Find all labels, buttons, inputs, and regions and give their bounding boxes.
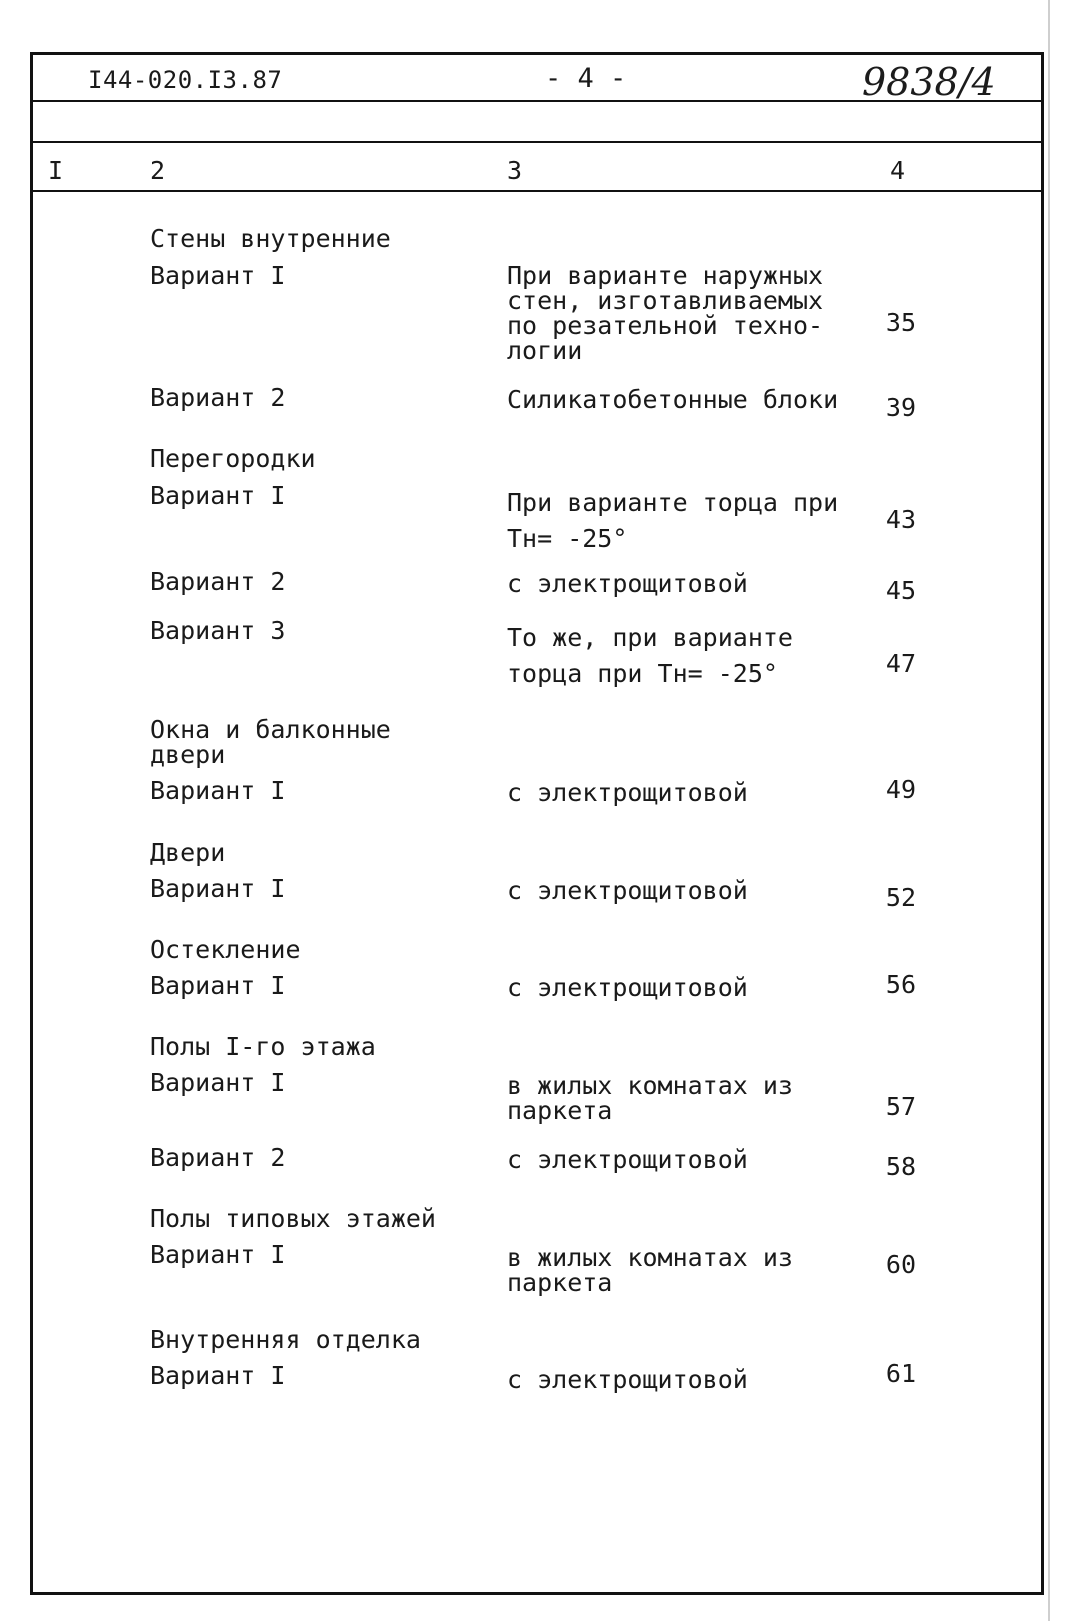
page-ref: 57 <box>885 1092 916 1121</box>
variant-description: Силикатобетонные блоки <box>507 385 839 414</box>
section-title: Двери <box>150 838 226 867</box>
document-code: I44-020.I3.87 <box>88 66 283 94</box>
handwritten-number: 9838/4 <box>862 60 996 104</box>
variant-label: Вариант I <box>150 776 286 805</box>
page-ref: 39 <box>885 393 916 422</box>
variant-label: Вариант 2 <box>150 383 286 412</box>
table-top-rule <box>30 141 1044 143</box>
variant-label: Вариант I <box>150 874 286 903</box>
page-ref: 60 <box>885 1250 916 1279</box>
page-ref: 45 <box>885 576 916 605</box>
page-ref: 52 <box>885 883 916 912</box>
variant-label: Вариант I <box>150 971 286 1000</box>
page-ref: 49 <box>885 775 916 804</box>
column-header-4: 4 <box>890 156 906 185</box>
variant-label: Вариант I <box>150 1240 286 1269</box>
variant-description: с электрощитовой <box>507 778 748 807</box>
variant-description: с электрощитовой <box>507 1365 748 1394</box>
variant-label: Вариант 3 <box>150 616 286 645</box>
variant-description: При варианте наружных стен, изготавливаемых по резательной техно-логии <box>507 261 824 365</box>
variant-description: При варианте торца при Тн= -25° <box>507 488 839 553</box>
section-title: Остекление <box>150 935 301 964</box>
variant-label: Вариант I <box>150 1068 286 1097</box>
variant-label: Вариант I <box>150 261 286 290</box>
column-header-2: 2 <box>150 156 166 185</box>
variant-description: с электрощитовой <box>507 1145 748 1174</box>
column-header-3: 3 <box>507 156 523 185</box>
section-title: Внутренняя отделка <box>150 1325 421 1354</box>
variant-label: Вариант I <box>150 1361 286 1390</box>
page-ref: 61 <box>885 1359 916 1388</box>
column-header-1: I <box>48 156 64 185</box>
section-title: Окна и балконные двери <box>150 715 391 769</box>
page-ref: 35 <box>885 308 916 337</box>
variant-description: с электрощитовой <box>507 973 748 1002</box>
section-title: Полы типовых этажей <box>150 1204 436 1233</box>
variant-label: Вариант I <box>150 481 286 510</box>
section-title: Перегородки <box>150 444 316 473</box>
page-ref: 43 <box>885 505 916 534</box>
variant-description: с электрощитовой <box>507 876 748 905</box>
section-title: Стены внутренние <box>150 224 391 253</box>
variant-description: с электрощитовой <box>507 569 748 598</box>
page-ref: 58 <box>885 1152 916 1181</box>
page-number: - 4 - <box>545 63 627 94</box>
section-title: Полы I-го этажа <box>150 1032 376 1061</box>
page-ref: 47 <box>885 649 916 678</box>
variant-description: в жилых комнатах из паркета <box>507 1071 793 1125</box>
variant-description: То же, при варианте торца при Тн= -25° <box>507 623 793 688</box>
page-ref: 56 <box>885 970 916 999</box>
variant-description: в жилых комнатах из паркета <box>507 1243 793 1297</box>
page-edge-line <box>1048 0 1050 1621</box>
column-header-rule <box>30 190 1044 192</box>
variant-label: Вариант 2 <box>150 1143 286 1172</box>
variant-label: Вариант 2 <box>150 567 286 596</box>
